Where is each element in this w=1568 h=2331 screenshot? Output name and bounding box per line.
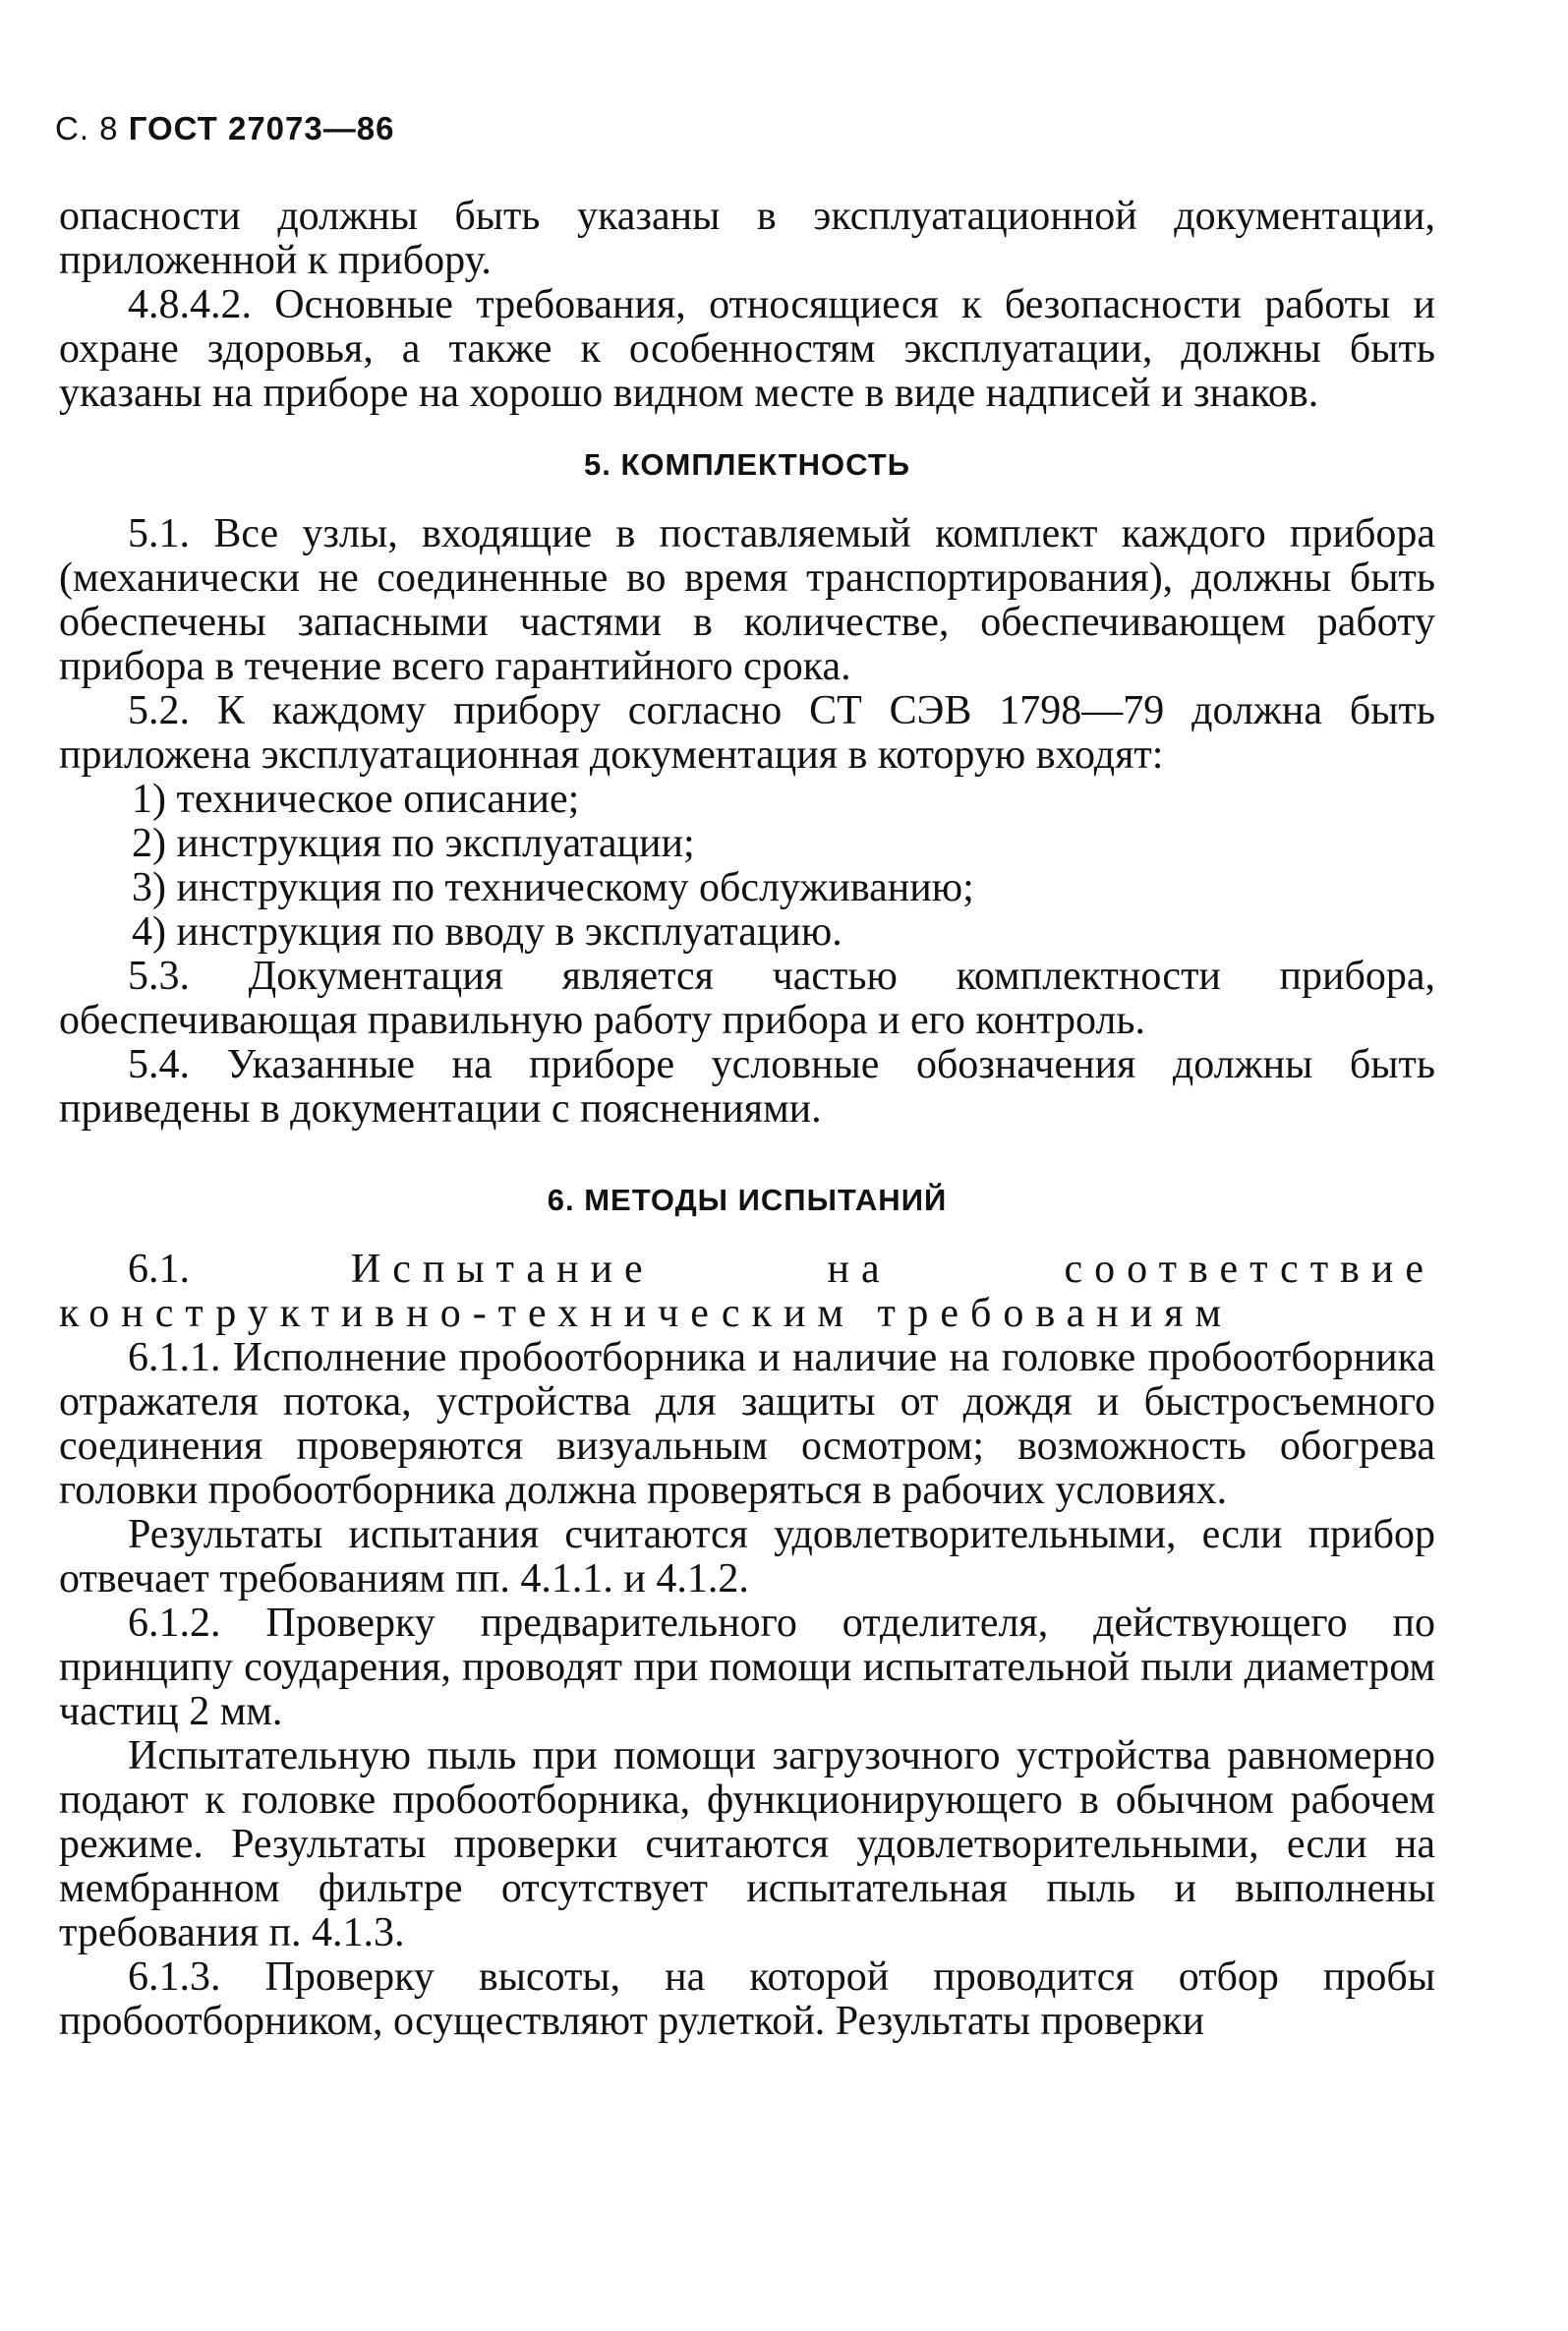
- document-body: [59, 195, 1435, 2044]
- subsection-number: 6.1.: [128, 1247, 190, 1292]
- paragraph: 5.1. Все узлы, входящие в поставляемый комплект каждого прибора (механически не соединенные во время транспортирования), должны быть обеспечены запасными частями в количестве, обеспечивающем работу прибора в течение всего гарантийного срока.: [59, 511, 1435, 689]
- documentation-list: [59, 778, 1435, 955]
- page-header: [55, 110, 394, 147]
- standard-code: ГОСТ 27073—86: [128, 110, 395, 146]
- section-title: 5. КОМПЛЕКТНОСТЬ: [584, 447, 910, 482]
- paragraph: 5.3. Документация является частью комплектности прибора, обеспечивающая правильную работу прибора и его контроль.: [59, 954, 1435, 1043]
- list-item: 1) техническое описание;: [132, 777, 580, 822]
- paragraph: 5.2. К каждому прибору согласно СТ СЭВ 1798—79 должна быть приложена эксплуатационная документация в которую входят:: [59, 688, 1435, 778]
- paragraph: 6.1.2. Проверку предварительного отделителя, действующего по принципу соударения, проводят при помощи испытательной пыли диаметром частиц 2 мм.: [59, 1601, 1435, 1734]
- subsection-heading: [59, 1248, 1435, 1336]
- list-item: 3) инструкция по техническому обслуживанию;: [132, 865, 974, 910]
- paragraph: 4.8.4.2. Основные требования, относящиеся к безопасности работы и охране здоровья, а также к особенностям эксплуатации, должны быть указаны на приборе на хорошо видном месте в виде надписей и знаков.: [59, 282, 1435, 416]
- paragraph: Испытательную пыль при помощи загрузочного устройства равномерно подают к головке пробоотборника, функционирующего в обычном рабочем режиме. Результаты проверки считаются удовлетворительными, если на мембранном фильтре отсутствует испытательная пыль и выполнены требования п. 4.1.3.: [59, 1733, 1435, 1955]
- subsection-title: Испытание на соответствие конструктивно-техническим требованиям: [59, 1247, 1435, 1336]
- paragraph: 6.1.1. Исполнение пробоотборника и наличие на головке пробоотборника отражателя потока, устройства для защиты от дождя и быстросъемного соединения проверяются визуальным осмотром; возможность обогрева головки пробоотборника должна проверяться в рабочих условиях.: [59, 1335, 1435, 1513]
- section-title: 6. МЕТОДЫ ИСПЫТАНИЙ: [547, 1183, 948, 1217]
- paragraph: 6.1.3. Проверку высоты, на которой проводится отбор пробы пробоотборником, осуществляют рулеткой. Результаты проверки: [59, 1954, 1435, 2044]
- list-item: 2) инструкция по эксплуатации;: [132, 821, 695, 866]
- page-number: С. 8: [55, 110, 119, 146]
- paragraph: опасности должны быть указаны в эксплуатационной документации, приложенной к прибору.: [59, 194, 1435, 283]
- paragraph: Результаты испытания считаются удовлетворительными, если прибор отвечает требованиям пп. 4.1.1. и 4.1.2.: [59, 1512, 1435, 1602]
- list-item: 4) инструкция по вводу в эксплуатацию.: [132, 909, 842, 955]
- paragraph: 5.4. Указанные на приборе условные обозначения должны быть приведены в документации с пояснениями.: [59, 1042, 1435, 1132]
